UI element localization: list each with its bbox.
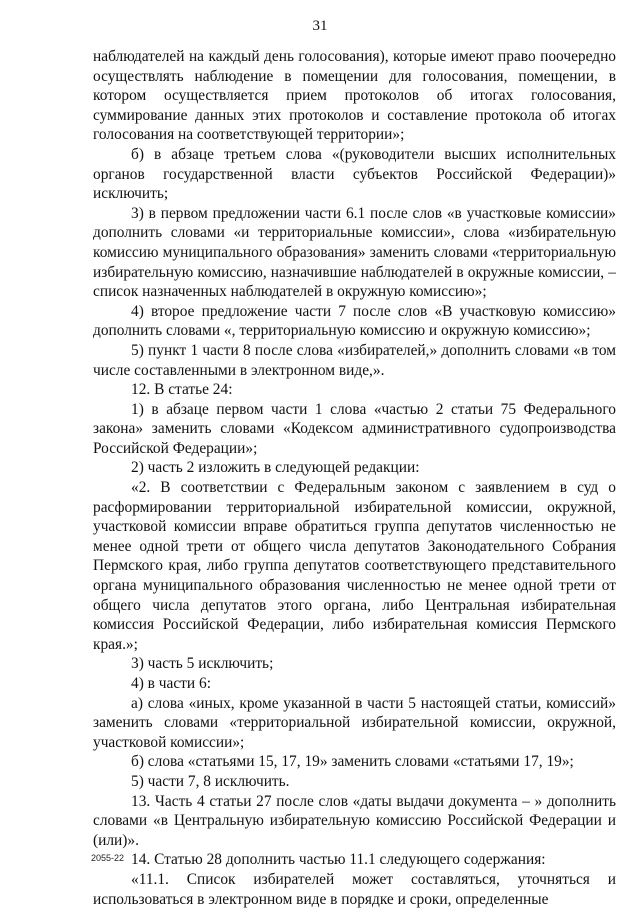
paragraph: 4) в части 6:: [131, 675, 211, 692]
paragraph: б) в абзаце третьем слова «(руководители высших исполнительных органов государственной власти субъектов Российской Федерации)» исключить;: [93, 145, 616, 203]
paragraph: 3) часть 5 исключить;: [131, 655, 274, 673]
paragraph: 5) пункт 1 части 8 после слова «избирателей,» дополнить словами «в том числе составленными в электронном виде,».: [93, 341, 616, 379]
paragraph: 14. Статью 28 дополнить частью 11.1 следующего содержания:: [131, 851, 546, 869]
paragraph: а) слова «иных, кроме указанной в части 5 настоящей статьи, комиссий» заменить словами «территориальной избирательной комиссии, окружной, участковой комиссии»;: [93, 694, 616, 751]
paragraph: 13. Часть 4 статьи 27 после слов «даты выдачи документа – » дополнить словами «в Центральную избирательную комиссию Российской Федерации и (или)».: [93, 792, 616, 849]
page-number: 31: [312, 18, 328, 34]
paragraph: наблюдателей на каждый день голосования), которые имеют право поочередно осуществлять наблюдение в помещении для голосования, помещении, в котором осуществляется прием протоколов об итогах голосования, суммирование данных этих протоколов и составление протокола об итогах голосования на соответствующей территории»;: [93, 48, 616, 144]
document-code: 2055-22: [91, 853, 125, 863]
paragraph: 3) в первом предложении части 6.1 после слов «в участковые комиссии» дополнить словами «и территориальные комиссии», слова «избирательную комиссию муниципального образования» заменить словами «территориальную избирательную комиссию, назначившие наблюдателей в окружные комиссии, – список назначенных наблюдателей в окружную комиссию»;: [93, 204, 616, 301]
paragraph: «11.1. Список избирателей может составляться, уточняться и использоваться в электронном виде в порядке и сроки, определенные: [93, 870, 616, 908]
paragraph: 4) второе предложение части 7 после слов «В участковую комиссию» дополнить словами «, территориальную комиссию и окружную комиссию»;: [93, 302, 616, 340]
document-body: [93, 47, 616, 909]
paragraph: 12. В статье 24:: [131, 381, 233, 399]
paragraph: б) слова «статьями 15, 17, 19» заменить словами «статьями 17, 19»;: [131, 753, 574, 771]
paragraph: 5) части 7, 8 исключить.: [131, 772, 290, 790]
paragraph: 2) часть 2 изложить в следующей редакции:: [131, 459, 420, 477]
paragraph: 1) в абзаце первом части 1 слова «частью 2 статьи 75 Федерального закона» заменить словами «Кодексом административного судопроизводства Российской Федерации»;: [93, 400, 616, 457]
paragraph: «2. В соответствии с Федеральным законом с заявлением в суд о расформировании территориальной избирательной комиссии, окружной, участковой комиссии вправе обратиться группа депутатов численностью не менее одной трети от общего числа депутатов Законодательного Собрания Пермского края, либо группа депутатов соответствующего представительного органа муниципального образования численностью не менее одной трети от общего числа депутатов этого органа, либо Центральная избирательная комиссия Российской Федерации, либо избирательная комиссия Пермского края.»;: [93, 479, 616, 653]
